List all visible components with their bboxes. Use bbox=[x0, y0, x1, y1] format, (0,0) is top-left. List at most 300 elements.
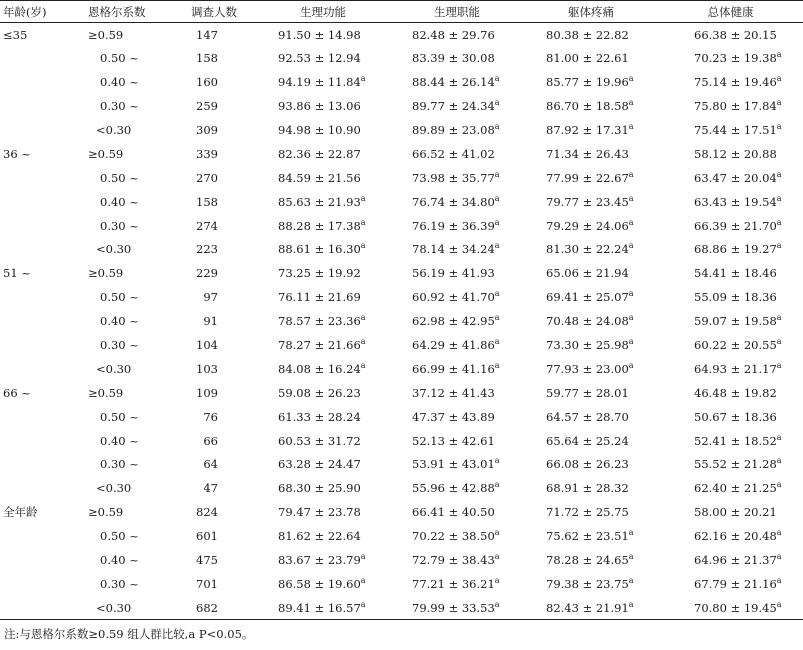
sample-size-cell: 309 bbox=[196, 123, 218, 137]
engel-coefficient-cell: 0.50 ~ bbox=[100, 529, 139, 544]
significance-marker: a bbox=[494, 98, 500, 108]
physical-function-cell bbox=[256, 596, 390, 620]
table-footnote: 注:与恩格尔系数≥0.59 组人群比较,a P<0.05。 bbox=[4, 627, 254, 641]
score-value: 77.99 ± 22.67 bbox=[546, 170, 629, 185]
role-physical-cell bbox=[390, 142, 524, 166]
significance-marker: a bbox=[494, 599, 500, 609]
table-row bbox=[0, 524, 803, 548]
significance-marker: a bbox=[628, 552, 634, 562]
significance-marker: a bbox=[776, 169, 782, 179]
significance-marker: a bbox=[628, 599, 634, 609]
significance-marker: a bbox=[628, 289, 634, 299]
score-value: 66.52 ± 41.02 bbox=[412, 146, 495, 161]
engel-coefficient-cell: 0.40 ~ bbox=[100, 553, 139, 568]
score-value: 88.61 ± 16.30 bbox=[278, 242, 361, 257]
table-row bbox=[0, 166, 803, 190]
table-row bbox=[0, 190, 803, 214]
score-value: 67.79 ± 21.16 bbox=[694, 576, 777, 591]
general-health-cell bbox=[658, 238, 803, 262]
physical-function-cell bbox=[256, 548, 390, 572]
score-value: 60.92 ± 41.70 bbox=[412, 290, 495, 305]
bodily-pain-cell bbox=[524, 572, 658, 596]
sample-size-cell: 824 bbox=[196, 505, 218, 520]
bodily-pain-cell bbox=[524, 261, 658, 285]
role-physical-cell bbox=[390, 357, 524, 381]
score-value: 77.93 ± 23.00 bbox=[546, 361, 629, 376]
role-physical-cell bbox=[390, 238, 524, 262]
significance-marker: a bbox=[494, 217, 500, 227]
score-value: 70.22 ± 38.50 bbox=[412, 529, 495, 544]
age-group-cell bbox=[0, 166, 80, 190]
physical-function-cell bbox=[256, 142, 390, 166]
significance-marker: a bbox=[494, 169, 500, 179]
significance-marker: a bbox=[494, 313, 500, 323]
role-physical-cell bbox=[390, 46, 524, 70]
general-health-cell bbox=[658, 166, 803, 190]
role-physical-cell bbox=[390, 214, 524, 238]
significance-marker: a bbox=[776, 193, 782, 203]
general-health-cell bbox=[658, 94, 803, 118]
age-group-cell bbox=[0, 405, 80, 429]
general-health-cell bbox=[658, 309, 803, 333]
bodily-pain-cell bbox=[524, 357, 658, 381]
bodily-pain-cell bbox=[524, 429, 658, 453]
significance-marker: a bbox=[628, 193, 634, 203]
significance-marker: a bbox=[628, 122, 634, 132]
sample-size-cell: 259 bbox=[196, 99, 218, 114]
engel-coefficient-cell: 0.50 ~ bbox=[100, 409, 139, 424]
engel-coefficient-cell: ≥0.59 bbox=[88, 385, 124, 400]
score-value: 79.77 ± 23.45 bbox=[546, 194, 629, 209]
sample-size-cell: 66 bbox=[203, 433, 218, 448]
bodily-pain-cell bbox=[524, 309, 658, 333]
general-health-cell bbox=[658, 142, 803, 166]
significance-marker: a bbox=[360, 74, 366, 84]
age-group-cell bbox=[0, 453, 80, 477]
sample-size-cell: 158 bbox=[196, 51, 218, 66]
physical-function-cell bbox=[256, 46, 390, 70]
age-group-cell bbox=[0, 596, 80, 620]
score-value: 63.43 ± 19.54 bbox=[694, 194, 777, 209]
physical-function-cell bbox=[256, 333, 390, 357]
age-group-cell bbox=[0, 285, 80, 309]
bodily-pain-cell bbox=[524, 500, 658, 524]
engel-coefficient-cell: <0.30 bbox=[96, 361, 132, 376]
score-value: 86.58 ± 19.60 bbox=[278, 576, 361, 591]
role-physical-cell bbox=[390, 70, 524, 94]
sample-size-cell: 339 bbox=[196, 146, 218, 161]
score-value: 89.41 ± 16.57 bbox=[278, 600, 361, 615]
score-value: 68.30 ± 25.90 bbox=[278, 481, 361, 496]
significance-marker: a bbox=[776, 528, 782, 538]
sample-size-cell: 270 bbox=[196, 170, 218, 185]
score-value: 70.23 ± 19.38 bbox=[694, 51, 777, 66]
score-value: 78.57 ± 23.36 bbox=[278, 314, 361, 329]
score-value: 78.27 ± 21.66 bbox=[278, 338, 361, 353]
bodily-pain-cell bbox=[524, 238, 658, 262]
general-health-cell bbox=[658, 476, 803, 500]
significance-marker: a bbox=[494, 122, 500, 132]
significance-marker: a bbox=[494, 337, 500, 347]
physical-function-cell bbox=[256, 500, 390, 524]
score-value: 88.44 ± 26.14 bbox=[412, 75, 495, 90]
score-value: 58.00 ± 20.21 bbox=[694, 505, 777, 520]
significance-marker: a bbox=[360, 361, 366, 371]
score-value: 83.67 ± 23.79 bbox=[278, 553, 361, 568]
age-group-cell bbox=[0, 94, 80, 118]
role-physical-cell bbox=[390, 166, 524, 190]
score-value: 64.93 ± 21.17 bbox=[694, 361, 777, 376]
score-value: 75.80 ± 17.84 bbox=[694, 99, 777, 114]
significance-marker: a bbox=[360, 576, 366, 586]
significance-marker: a bbox=[360, 552, 366, 562]
header-physical-function: 生理功能 bbox=[256, 1, 390, 23]
role-physical-cell bbox=[390, 285, 524, 309]
score-value: 66.39 ± 21.70 bbox=[694, 218, 777, 233]
score-value: 82.36 ± 22.87 bbox=[278, 146, 361, 161]
engel-coefficient-cell: 0.30 ~ bbox=[100, 576, 139, 591]
role-physical-cell bbox=[390, 405, 524, 429]
score-value: 52.13 ± 42.61 bbox=[412, 433, 495, 448]
table-row bbox=[0, 405, 803, 429]
score-value: 64.57 ± 28.70 bbox=[546, 409, 629, 424]
score-value: 85.77 ± 19.96 bbox=[546, 75, 629, 90]
table-row bbox=[0, 142, 803, 166]
general-health-cell bbox=[658, 190, 803, 214]
role-physical-cell bbox=[390, 381, 524, 405]
general-health-cell bbox=[658, 429, 803, 453]
table-row bbox=[0, 94, 803, 118]
general-health-cell bbox=[658, 261, 803, 285]
role-physical-cell bbox=[390, 524, 524, 548]
age-group-cell: 全年龄 bbox=[3, 505, 38, 520]
general-health-cell bbox=[658, 46, 803, 70]
sample-size-cell: 160 bbox=[196, 75, 218, 90]
general-health-cell bbox=[658, 333, 803, 357]
significance-marker: a bbox=[628, 169, 634, 179]
score-value: 62.98 ± 42.95 bbox=[412, 314, 495, 329]
score-value: 84.59 ± 21.56 bbox=[278, 170, 361, 185]
age-group-cell bbox=[0, 238, 80, 262]
score-value: 75.62 ± 23.51 bbox=[546, 529, 629, 544]
age-group-cell: ≤35 bbox=[3, 27, 28, 42]
table-row bbox=[0, 118, 803, 142]
general-health-cell bbox=[658, 572, 803, 596]
score-value: 69.41 ± 25.07 bbox=[546, 290, 629, 305]
physical-function-cell bbox=[256, 524, 390, 548]
age-group-cell bbox=[0, 357, 80, 381]
significance-marker: a bbox=[628, 217, 634, 227]
significance-marker: a bbox=[494, 528, 500, 538]
significance-marker: a bbox=[776, 313, 782, 323]
table-row bbox=[0, 381, 803, 405]
physical-function-cell bbox=[256, 405, 390, 429]
score-value: 63.28 ± 24.47 bbox=[278, 457, 361, 472]
score-value: 81.30 ± 22.24 bbox=[546, 242, 629, 257]
sample-size-cell: 274 bbox=[196, 218, 218, 233]
score-value: 77.21 ± 36.21 bbox=[412, 576, 495, 591]
score-value: 76.11 ± 21.69 bbox=[278, 290, 361, 305]
age-group-cell bbox=[0, 572, 80, 596]
significance-marker: a bbox=[628, 98, 634, 108]
score-value: 46.48 ± 19.82 bbox=[694, 385, 777, 400]
table-row bbox=[0, 23, 803, 47]
engel-coefficient-cell: ≥0.59 bbox=[88, 146, 124, 161]
age-group-cell bbox=[0, 214, 80, 238]
significance-marker: a bbox=[494, 480, 500, 490]
significance-marker: a bbox=[776, 432, 782, 442]
header-row bbox=[0, 1, 803, 23]
bodily-pain-cell bbox=[524, 476, 658, 500]
table-row bbox=[0, 238, 803, 262]
significance-marker: a bbox=[776, 456, 782, 466]
engel-coefficient-cell: <0.30 bbox=[96, 123, 132, 137]
score-value: 76.19 ± 36.39 bbox=[412, 218, 495, 233]
bodily-pain-cell bbox=[524, 166, 658, 190]
score-value: 92.53 ± 12.94 bbox=[278, 51, 361, 66]
bodily-pain-cell bbox=[524, 23, 658, 47]
table-body bbox=[0, 23, 803, 620]
score-value: 60.53 ± 31.72 bbox=[278, 433, 361, 448]
significance-marker: a bbox=[360, 241, 366, 251]
table-row bbox=[0, 572, 803, 596]
significance-marker: a bbox=[494, 241, 500, 251]
score-value: 68.86 ± 19.27 bbox=[694, 242, 777, 257]
age-group-cell: 66 ~ bbox=[3, 385, 31, 400]
engel-coefficient-cell: <0.30 bbox=[96, 481, 132, 496]
general-health-cell bbox=[658, 596, 803, 620]
score-value: 75.14 ± 19.46 bbox=[694, 75, 777, 90]
table-row bbox=[0, 357, 803, 381]
score-value: 55.96 ± 42.88 bbox=[412, 481, 495, 496]
header-engel: 恩格尔系数 bbox=[80, 1, 172, 23]
role-physical-cell bbox=[390, 190, 524, 214]
age-group-cell bbox=[0, 118, 80, 142]
bodily-pain-cell bbox=[524, 548, 658, 572]
sample-size-cell: 682 bbox=[172, 596, 256, 620]
physical-function-cell bbox=[256, 453, 390, 477]
sample-size-cell: 76 bbox=[203, 409, 218, 424]
significance-marker: a bbox=[628, 241, 634, 251]
score-value: 66.38 ± 20.15 bbox=[694, 27, 777, 42]
physical-function-cell bbox=[256, 118, 390, 142]
table-row bbox=[0, 333, 803, 357]
age-group-cell bbox=[0, 524, 80, 548]
table-row bbox=[0, 453, 803, 477]
significance-marker: a bbox=[776, 50, 782, 60]
header-sample-size: 调查人数 bbox=[172, 1, 256, 23]
engel-coefficient-cell: 0.40 ~ bbox=[100, 433, 139, 448]
score-value: 47.37 ± 43.89 bbox=[412, 409, 495, 424]
role-physical-cell bbox=[390, 333, 524, 357]
bodily-pain-cell bbox=[524, 524, 658, 548]
score-value: 55.52 ± 21.28 bbox=[694, 457, 777, 472]
significance-marker: a bbox=[628, 313, 634, 323]
bodily-pain-cell bbox=[524, 333, 658, 357]
engel-coefficient-cell: 0.40 ~ bbox=[100, 75, 139, 90]
score-value: 80.38 ± 22.82 bbox=[546, 27, 629, 42]
physical-function-cell bbox=[256, 381, 390, 405]
score-value: 86.70 ± 18.58 bbox=[546, 99, 629, 114]
bodily-pain-cell bbox=[524, 94, 658, 118]
score-value: 81.62 ± 22.64 bbox=[278, 529, 361, 544]
role-physical-cell bbox=[390, 572, 524, 596]
age-group-cell bbox=[0, 429, 80, 453]
score-value: 87.92 ± 17.31 bbox=[546, 123, 629, 137]
general-health-cell bbox=[658, 214, 803, 238]
score-value: 84.08 ± 16.24 bbox=[278, 361, 361, 376]
engel-coefficient-cell: 0.30 ~ bbox=[100, 338, 139, 353]
sample-size-cell: 97 bbox=[203, 290, 218, 305]
general-health-cell bbox=[658, 285, 803, 309]
score-value: 73.98 ± 35.77 bbox=[412, 170, 495, 185]
score-value: 66.99 ± 41.16 bbox=[412, 361, 495, 376]
score-value: 78.14 ± 34.24 bbox=[412, 242, 495, 257]
score-value: 75.44 ± 17.51 bbox=[694, 123, 777, 137]
score-value: 70.80 ± 19.45 bbox=[694, 600, 777, 615]
general-health-cell bbox=[658, 118, 803, 142]
table-row bbox=[0, 476, 803, 500]
score-value: 50.67 ± 18.36 bbox=[694, 409, 777, 424]
score-value: 79.29 ± 24.06 bbox=[546, 218, 629, 233]
role-physical-cell bbox=[390, 476, 524, 500]
significance-marker: a bbox=[360, 193, 366, 203]
age-group-cell bbox=[0, 309, 80, 333]
score-value: 55.09 ± 18.36 bbox=[694, 290, 777, 305]
general-health-cell bbox=[658, 500, 803, 524]
score-value: 79.47 ± 23.78 bbox=[278, 505, 361, 520]
engel-coefficient-cell: <0.30 bbox=[96, 242, 132, 257]
physical-function-cell bbox=[256, 357, 390, 381]
score-value: 89.89 ± 23.08 bbox=[412, 123, 495, 137]
bodily-pain-cell bbox=[524, 214, 658, 238]
score-value: 94.98 ± 10.90 bbox=[278, 123, 361, 137]
significance-marker: a bbox=[776, 576, 782, 586]
significance-marker: a bbox=[494, 193, 500, 203]
physical-function-cell bbox=[256, 94, 390, 118]
table-row bbox=[0, 46, 803, 70]
table-row bbox=[0, 500, 803, 524]
physical-function-cell bbox=[256, 261, 390, 285]
general-health-cell bbox=[658, 357, 803, 381]
general-health-cell bbox=[658, 548, 803, 572]
header-bodily-pain: 躯体疼痛 bbox=[524, 1, 658, 23]
table-row bbox=[0, 285, 803, 309]
score-value: 71.72 ± 25.75 bbox=[546, 505, 629, 520]
significance-marker: a bbox=[628, 337, 634, 347]
physical-function-cell bbox=[256, 572, 390, 596]
score-value: 58.12 ± 20.88 bbox=[694, 146, 777, 161]
significance-marker: a bbox=[776, 552, 782, 562]
significance-marker: a bbox=[776, 241, 782, 251]
significance-marker: a bbox=[776, 122, 782, 132]
age-group-cell bbox=[0, 476, 80, 500]
physical-function-cell bbox=[256, 23, 390, 47]
score-value: 82.48 ± 29.76 bbox=[412, 27, 495, 42]
score-value: 64.29 ± 41.86 bbox=[412, 338, 495, 353]
score-value: 72.79 ± 38.43 bbox=[412, 553, 495, 568]
sample-size-cell: 229 bbox=[196, 266, 218, 281]
significance-marker: a bbox=[628, 361, 634, 371]
score-value: 85.63 ± 21.93 bbox=[278, 194, 361, 209]
bodily-pain-cell bbox=[524, 453, 658, 477]
significance-marker: a bbox=[360, 217, 366, 227]
age-group-cell: 51 ~ bbox=[3, 266, 31, 281]
significance-marker: a bbox=[494, 74, 500, 84]
bodily-pain-cell bbox=[524, 70, 658, 94]
score-value: 66.41 ± 40.50 bbox=[412, 505, 495, 520]
table-row bbox=[0, 429, 803, 453]
physical-function-cell bbox=[256, 285, 390, 309]
score-value: 70.48 ± 24.08 bbox=[546, 314, 629, 329]
score-value: 37.12 ± 41.43 bbox=[412, 385, 495, 400]
engel-coefficient-cell: 0.30 ~ bbox=[100, 99, 139, 114]
significance-marker: a bbox=[776, 480, 782, 490]
score-value: 66.08 ± 26.23 bbox=[546, 457, 629, 472]
significance-marker: a bbox=[776, 361, 782, 371]
physical-function-cell bbox=[256, 309, 390, 333]
age-group-cell bbox=[0, 333, 80, 357]
bodily-pain-cell bbox=[524, 118, 658, 142]
physical-function-cell bbox=[256, 190, 390, 214]
engel-coefficient-cell: 0.50 ~ bbox=[100, 170, 139, 185]
general-health-cell bbox=[658, 23, 803, 47]
score-value: 83.39 ± 30.08 bbox=[412, 51, 495, 66]
engel-coefficient-cell: ≥0.59 bbox=[88, 27, 124, 42]
score-value: 56.19 ± 41.93 bbox=[412, 266, 495, 281]
table-row bbox=[0, 548, 803, 572]
general-health-cell bbox=[658, 453, 803, 477]
score-value: 61.33 ± 28.24 bbox=[278, 409, 361, 424]
header-age: 年龄(岁) bbox=[0, 1, 80, 23]
physical-function-cell bbox=[256, 429, 390, 453]
significance-marker: a bbox=[494, 552, 500, 562]
score-value: 79.99 ± 33.53 bbox=[412, 600, 495, 615]
role-physical-cell bbox=[390, 596, 524, 620]
score-value: 52.41 ± 18.52 bbox=[694, 433, 777, 448]
score-value: 73.25 ± 19.92 bbox=[278, 266, 361, 281]
bodily-pain-cell bbox=[524, 381, 658, 405]
physical-function-cell bbox=[256, 166, 390, 190]
score-value: 88.28 ± 17.38 bbox=[278, 218, 361, 233]
general-health-cell bbox=[658, 405, 803, 429]
general-health-cell bbox=[658, 381, 803, 405]
general-health-cell bbox=[658, 524, 803, 548]
engel-coefficient-cell: 0.50 ~ bbox=[100, 51, 139, 66]
score-value: 59.08 ± 26.23 bbox=[278, 385, 361, 400]
engel-coefficient-cell: 0.50 ~ bbox=[100, 290, 139, 305]
sample-size-cell: 223 bbox=[196, 242, 218, 257]
table-row bbox=[0, 214, 803, 238]
header-role-physical: 生理职能 bbox=[390, 1, 524, 23]
significance-marker: a bbox=[776, 217, 782, 227]
role-physical-cell bbox=[390, 500, 524, 524]
score-value: 79.38 ± 23.75 bbox=[546, 576, 629, 591]
score-value: 94.19 ± 11.84 bbox=[278, 75, 361, 90]
significance-marker: a bbox=[776, 337, 782, 347]
score-value: 81.00 ± 22.61 bbox=[546, 51, 629, 66]
bodily-pain-cell bbox=[524, 405, 658, 429]
header-general-health: 总体健康 bbox=[658, 1, 803, 23]
table-row bbox=[0, 309, 803, 333]
significance-marker: a bbox=[494, 456, 500, 466]
sample-size-cell: 103 bbox=[196, 361, 218, 376]
score-value: 63.47 ± 20.04 bbox=[694, 170, 777, 185]
role-physical-cell bbox=[390, 453, 524, 477]
sample-size-cell: 64 bbox=[203, 457, 218, 472]
sample-size-cell: 158 bbox=[196, 194, 218, 209]
sample-size-cell: 47 bbox=[203, 481, 218, 496]
